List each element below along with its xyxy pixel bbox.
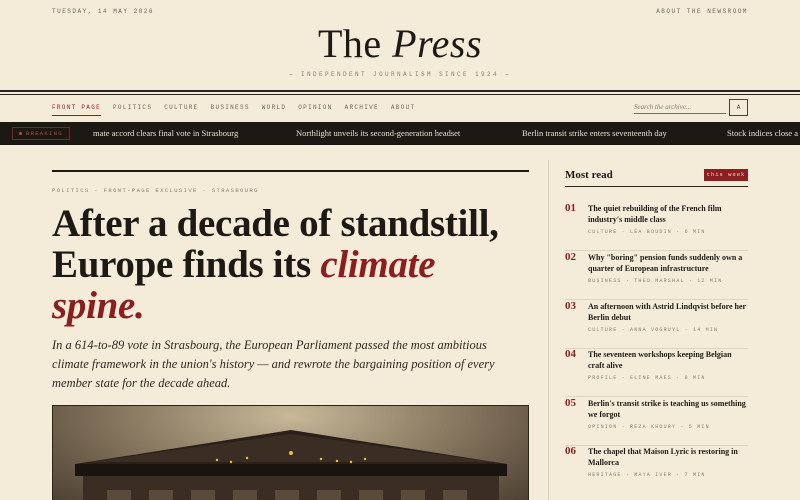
- article-title[interactable]: The quiet rebuilding of the French film industry's middle class: [588, 204, 722, 224]
- article-title[interactable]: An afternoon with Astrid Lindqvist before her Berlin debut: [588, 302, 746, 322]
- rank-number: 05: [565, 397, 576, 409]
- top-bar: [52, 8, 748, 18]
- rank-number: 01: [565, 202, 576, 214]
- most-read-period-badge[interactable]: this week: [704, 169, 748, 181]
- sidebar-divider: [548, 160, 549, 500]
- article-meta: HERITAGE · MAYA IVER · 7 MIN: [588, 472, 706, 478]
- nav-business[interactable]: BUSINESS: [210, 104, 250, 111]
- main-nav: [52, 104, 415, 116]
- list-item[interactable]: [565, 445, 748, 494]
- list-item[interactable]: [565, 397, 748, 446]
- most-read-rule: [565, 186, 748, 187]
- logo-italic: Press: [392, 21, 483, 66]
- ticker-item[interactable]: Northlight unveils its second-generation headset: [296, 128, 461, 138]
- search-button[interactable]: A: [729, 99, 748, 116]
- rank-number: 06: [565, 445, 576, 457]
- rank-number: 02: [565, 251, 576, 263]
- masthead-rule: [0, 90, 800, 92]
- parliament-building-illustration: [53, 406, 529, 500]
- logo-prefix: The: [317, 21, 382, 66]
- article-meta: PROFILE · ELINE MAES · 8 MIN: [588, 375, 706, 381]
- date-label: TUESDAY, 14 MAY 2026: [52, 8, 155, 15]
- search-input[interactable]: [634, 100, 726, 114]
- nav-culture[interactable]: CULTURE: [164, 104, 199, 111]
- rank-number: 03: [565, 300, 576, 312]
- most-read-title: Most read: [565, 169, 613, 181]
- live-dot-icon: [19, 132, 22, 135]
- breaking-badge: BREAKING: [12, 127, 70, 140]
- nav-world[interactable]: WORLD: [261, 104, 287, 111]
- nav-about[interactable]: ABOUT: [390, 104, 416, 111]
- article-title[interactable]: Berlin's transit strike is teaching us something we forgot: [588, 399, 746, 419]
- list-item[interactable]: [565, 348, 748, 397]
- about-newsroom-link[interactable]: ABOUT THE NEWSROOM: [656, 8, 748, 15]
- rank-number: 04: [565, 348, 576, 360]
- list-item[interactable]: [565, 251, 748, 300]
- nav-front-page[interactable]: FRONT PAGE: [52, 104, 101, 116]
- lead-rule: [52, 170, 529, 172]
- breaking-ticker: [0, 122, 800, 145]
- article-title[interactable]: Why "boring" pension funds suddenly own a quarter of European infrastructure: [588, 253, 743, 273]
- ticker-item[interactable]: Stock indices close a: [727, 128, 799, 138]
- nav-opinion[interactable]: OPINION: [298, 104, 333, 111]
- article-meta: CULTURE · ANNA VOGRUYL · 14 MIN: [588, 327, 719, 333]
- nav-politics[interactable]: POLITICS: [113, 104, 153, 111]
- article-meta: OPINION · REZA KHOURY · 5 MIN: [588, 424, 710, 430]
- lead-headline[interactable]: After a decade of standstill, Europe finds its climate spine.: [52, 202, 499, 327]
- ticker-item[interactable]: Berlin transit strike enters seventeenth day: [522, 128, 667, 138]
- list-item[interactable]: [565, 300, 748, 349]
- article-title[interactable]: The seventeen workshops keeping Belgian craft alive: [588, 350, 732, 370]
- lead-dek: In a 614-to-89 vote in Strasbourg, the European Parliament passed the most ambitious climate framework in the union's history — and rewrote the bargaining position of every member state for the decade ahead.: [52, 338, 495, 390]
- list-item[interactable]: [565, 202, 748, 251]
- masthead: [0, 21, 800, 78]
- ticker-item[interactable]: mate accord clears final vote in Strasbourg: [93, 128, 239, 138]
- article-meta: BUSINESS · THEO MARSHAL · 12 MIN: [588, 278, 723, 284]
- lead-image[interactable]: [52, 405, 529, 500]
- article-title[interactable]: The chapel that Maison Lyric is restoring in Mallorca: [588, 447, 738, 467]
- masthead-rule-thin: [0, 94, 800, 95]
- site-logo[interactable]: [0, 21, 800, 66]
- nav-archive[interactable]: ARCHIVE: [344, 104, 379, 111]
- article-meta: CULTURE · LÉA BOUDIN · 6 MIN: [588, 229, 706, 235]
- lead-kicker: POLITICS · FRONT-PAGE EXCLUSIVE · STRASBOURG: [52, 187, 259, 194]
- tagline: — INDEPENDENT JOURNALISM SINCE 1924 —: [288, 71, 512, 78]
